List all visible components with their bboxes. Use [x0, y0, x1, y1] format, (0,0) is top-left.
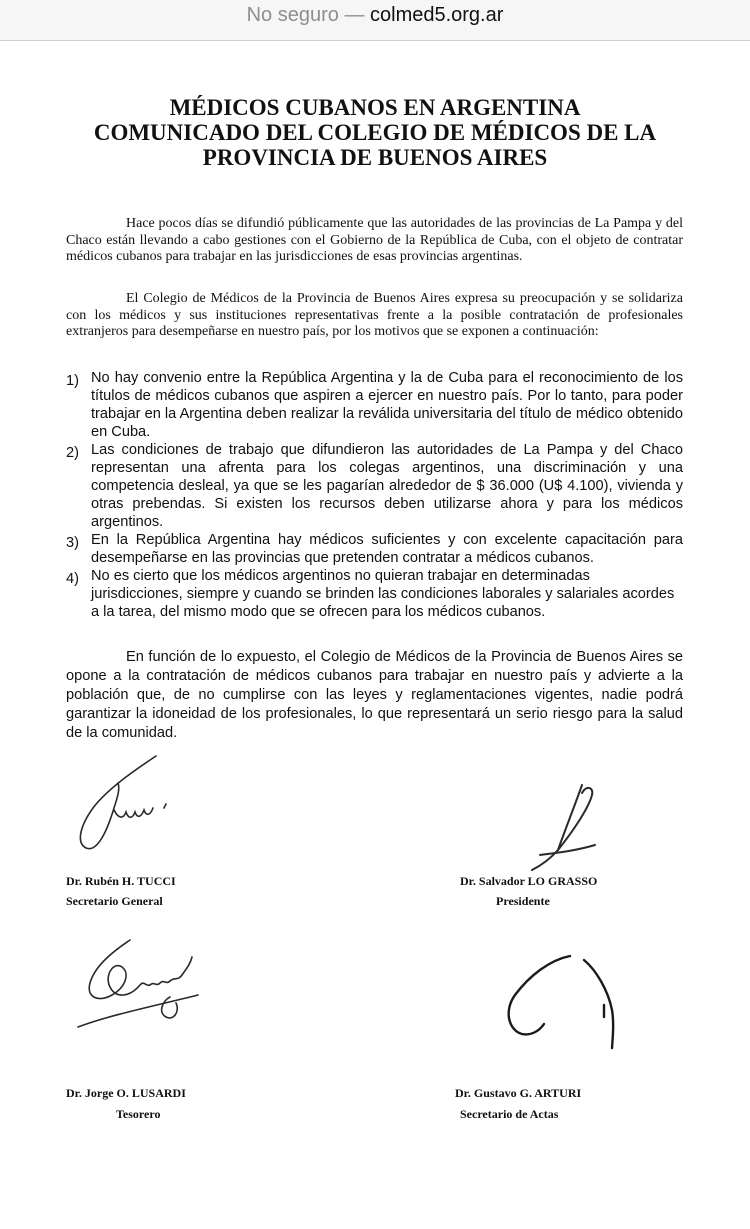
list-item [66, 531, 683, 567]
address-bar[interactable] [0, 0, 750, 41]
document-page [0, 40, 750, 1229]
signatory-role-3: Tesorero [116, 1107, 161, 1121]
paragraph-1: Hace pocos días se difundió públicamente que las autoridades de las provincias de La Pampa y del Chaco están llevando a cabo gestiones con el Gobierno de la República de Cuba, con el objeto de contratar médicos cubanos para trabajar en las jurisdicciones de esas provincias argentinas. [66, 216, 683, 264]
signature-lusardi [70, 935, 205, 1035]
signatory-role-1: Secretario General [66, 894, 163, 908]
title-line-3: PROVINCIA DE BUENOS AIRES [202, 145, 548, 170]
list-text: No es cierto que los médicos argentinos no quieran trabajar en determinadas jurisdicciones, siempre y cuando se brinden las condiciones laborales y salariales acordes a la tarea, del mismo modo que se ofrecen para los médicos cubanos. [91, 568, 675, 620]
signatory-name-3: Dr. Jorge O. LUSARDI [66, 1086, 186, 1100]
list-number: 1) [66, 373, 79, 389]
list-number: 2) [66, 445, 79, 461]
intro-paragraph [66, 216, 683, 266]
signature-tucci [68, 748, 188, 858]
document-title [40, 95, 710, 170]
list-item [66, 369, 683, 441]
list-number: 3) [66, 535, 79, 551]
signature-lo-grasso [520, 775, 610, 875]
signatory-name-2: Dr. Salvador LO GRASSO [460, 874, 598, 888]
list-text: Las condiciones de trabajo que difundieron las autoridades de La Pampa y del Chaco representan una afrenta para los colegas argentinos, una discriminación y una competencia desleal, ya que se les pagarían alrededor de $ 36.000 (U$ 4.100), vivienda y otras prebendas. Si existen los recursos deben utilizarse ahora y para los médicos argentinos. [91, 442, 683, 530]
signature-arturi [500, 950, 630, 1050]
list-item [66, 567, 683, 621]
list-text: No hay convenio entre la República Argentina y la de Cuba para el reconocimiento de los títulos de médicos cubanos que aspiren a ejercer en nuestro país. Por lo tanto, para poder trabajar en la Argentina deben realizar la reválida universitaria del título de médico obtenido en Cuba. [91, 370, 683, 440]
signatory-role-4: Secretario de Actas [460, 1107, 559, 1121]
reasons-list [66, 369, 683, 621]
list-number: 4) [66, 571, 79, 587]
signatory-name-1: Dr. Rubén H. TUCCI [66, 874, 176, 888]
url-domain: colmed5.org.ar [370, 4, 504, 26]
list-text: En la República Argentina hay médicos suficientes y con excelente capacitación para desempeñarse en las provincias que pretenden contratar a médicos cubanos. [91, 532, 683, 566]
signatory-role-2: Presidente [496, 894, 550, 908]
list-item [66, 441, 683, 531]
title-line-2: COMUNICADO DEL COLEGIO DE MÉDICOS DE LA [93, 120, 657, 145]
closing-paragraph: En función de lo expuesto, el Colegio de Médicos de la Provincia de Buenos Aires se opone a la contratación de médicos cubanos para trabajar en nuestro país y advierte a la población que, de no cumplirse con las leyes y reglamentaciones vigentes, nadie podrá garantizar la idoneidad de los profesionales, lo que representará un serio riesgo para la salud de la comunidad. [66, 649, 683, 741]
signatory-name-4: Dr. Gustavo G. ARTURI [455, 1086, 582, 1100]
paragraph-2: El Colegio de Médicos de la Provincia de Buenos Aires expresa su preocupación y se solidariza con los médicos y sus instituciones representativas frente a la posible contratación de profesionales extranjeros para desempeñarse en nuestro país, por los motivos que se exponen a continuación: [66, 291, 683, 339]
url-separator: — [344, 4, 365, 26]
concern-paragraph [66, 291, 683, 341]
title-line-1: MÉDICOS CUBANOS EN ARGENTINA [169, 95, 581, 120]
security-label: No seguro [246, 4, 339, 26]
